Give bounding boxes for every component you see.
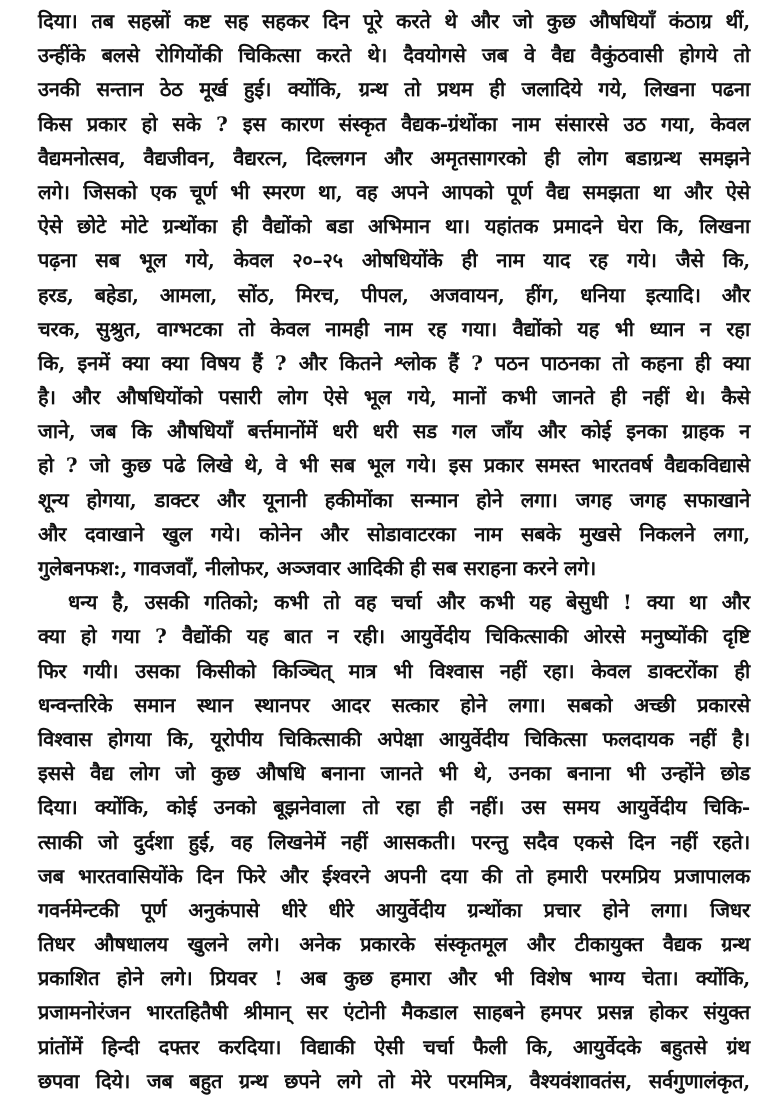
text-line: दिया। क्योंकि, कोई उनको बूझनेवाला तो रहा ही नहीं। उस समय आयुर्वेदीय चिकि- [38,795,750,820]
text-line: दिया। तब सहस्रों कष्ट सह सहकर दिन पूरे करते थे और जो कुछ औषधियाँ कंठाग्र थीं, [38,9,750,33]
text-line: क्या हो गया ? वैद्योंकी यह बात न रही। आयुर्वेदीय चिकित्साकी ओरसे मनुष्योंकी दृष्टि [38,624,750,649]
text-line: और दवाखाने खुल गये। कोनेन और सोडावाटरका नाम सबके मुखसे निकलने लगा, [38,521,750,546]
text-line: उन्हींके बलसे रोगियोंकी चिकित्सा करते थे। दैवयोगसे जब वे वैद्य वैकुंठवासी होगये तो [38,43,750,68]
text-line: धन्य है, उसकी गतिको; कभी तो वह चर्चा और कभी यह बेसुधी ! क्या था और [68,590,750,615]
text-line: कि, इनमें क्या क्या विषय हैं ? और कितने श्लोक हैं ? पठन पाठनका तो कहना ही क्या [38,350,750,375]
text-line: हरड, बहेडा, आमला, सोंठ, मिरच, पीपल, अजवायन, हींग, धनिया इत्यादि। और [38,282,750,307]
text-line: ऐसे छोटे मोटे ग्रन्थोंका ही वैद्योंको बडा अभिमान था। यहांतक प्रमादने घेरा कि, लिखना [38,214,750,239]
text-line: पढ़ना सब भूल गये, केवल २०–२५ ओषधियोंके ही नाम याद रह गये। जैसे कि, [38,248,750,273]
text-line: लगे। जिसको एक चूर्ण भी स्मरण था, वह अपने आपको पूर्ण वैद्य समझता था और ऐसे [38,179,750,204]
text-line: छपवा दिये। जब बहुत ग्रन्थ छपने लगे तो मेरे परममित्र, वैश्यवंशावतंस, सर्वगुणालंकृत, [38,1068,750,1093]
text-line: प्रकाशित होने लगे। प्रियवर ! अब कुछ हमारा और भी विशेष भाग्य चेता। क्योंकि, [38,966,750,991]
text-line: गुलेबनफश:, गावजवाँ, नीलोफर, अञ्जवार आदिकी ही सब सराहना करने लगे। [38,556,596,580]
text-line: प्रांतोंमें हिन्दी दफ्तर करदिया। विद्याकी ऐसी चर्चा फैली कि, आयुर्वेदके बहुतसे ग्रंथ [38,1034,750,1059]
text-line: विश्वास होगया कि, यूरोपीय चिकित्साकी अपेक्षा आयुर्वेदीय चिकित्सा फलदायक नहीं है। [38,726,750,751]
text-line: तिधर औषधालय खुलने लगे। अनेक प्रकारके संस्कृतमूल और टीकायुक्त वैद्यक ग्रन्थ [38,932,750,957]
text-line: इससे वैद्य लोग जो कुछ औषधि बनाना जानते भी थे, उनका बनाना भी उन्होंने छोड [38,761,750,786]
text-line: त्साकी जो दुर्दशा हुई, वह लिखनेमें नहीं आसकती। परन्तु सदैव एकसे दिन नहीं रहते। [38,829,750,854]
text-line: किस प्रकार हो सके ? इस कारण संस्कृत वैद्यक-ग्रंथोंका नाम संसारसे उठ गया, केवल [38,111,750,136]
text-line: है। और औषधियोंको पसारी लोग ऐसे भूल गये, मानों कभी जानते ही नहीं थे। कैसे [38,385,750,410]
text-line: जाने, जब कि औषधियाँ बर्त्तमानोंमें धरी धरी सड गल जाँय और कोई इनका ग्राहक न [38,419,750,444]
text-line: शून्य होगया, डाक्टर और यूनानी हकीमोंका सन्मान होने लगा। जगह जगह सफाखाने [38,487,750,512]
text-line: वैद्यमनोत्सव, वैद्यजीवन, वैद्यरत्न, दिल्लगन और अमृतसागरको ही लोग बडाग्रन्थ समझने [38,145,750,170]
text-line: गवर्नमेन्टकी पूर्ण अनुकंपासे धीरे धीरे आयुर्वेदीय ग्रन्थोंका प्रचार होने लगा। जिधर [38,897,750,922]
text-line: जब भारतवासियोंके दिन फिरे और ईश्वरने अपनी दया की तो हमारी परमप्रिय प्रजापालक [38,863,750,888]
text-line: हो ? जो कुछ पढे लिखे थे, वे भी सब भूल गये। इस प्रकार समस्त भारतवर्ष वैद्यकविद्यासे [38,453,750,478]
text-line: चरक, सुश्रुत, वाग्भटका तो केवल नामही नाम रह गया। वैद्योंको यह भी ध्यान न रहा [38,316,750,341]
text-line: प्रजामनोरंजन भारतहितैषी श्रीमान् सर एंटोनी मैकडाल साहबने हमपर प्रसन्न होकर संयुक्त [38,1000,750,1025]
text-line: धन्वन्तरिके समान स्थान स्थानपर आदर सत्कार होने लगा। सबको अच्छी प्रकारसे [38,692,750,717]
text-line: उनकी सन्तान ठेठ मूर्ख हुई। क्योंकि, ग्रन्थ तो प्रथम ही जलादिये गये, लिखना पढना [38,77,750,102]
document-page [38,4,750,1098]
text-line: फिर गयी। उसका किसीको किञ्चित् मात्र भी विश्वास नहीं रहा। केवल डाक्टरोंका ही [38,658,750,683]
